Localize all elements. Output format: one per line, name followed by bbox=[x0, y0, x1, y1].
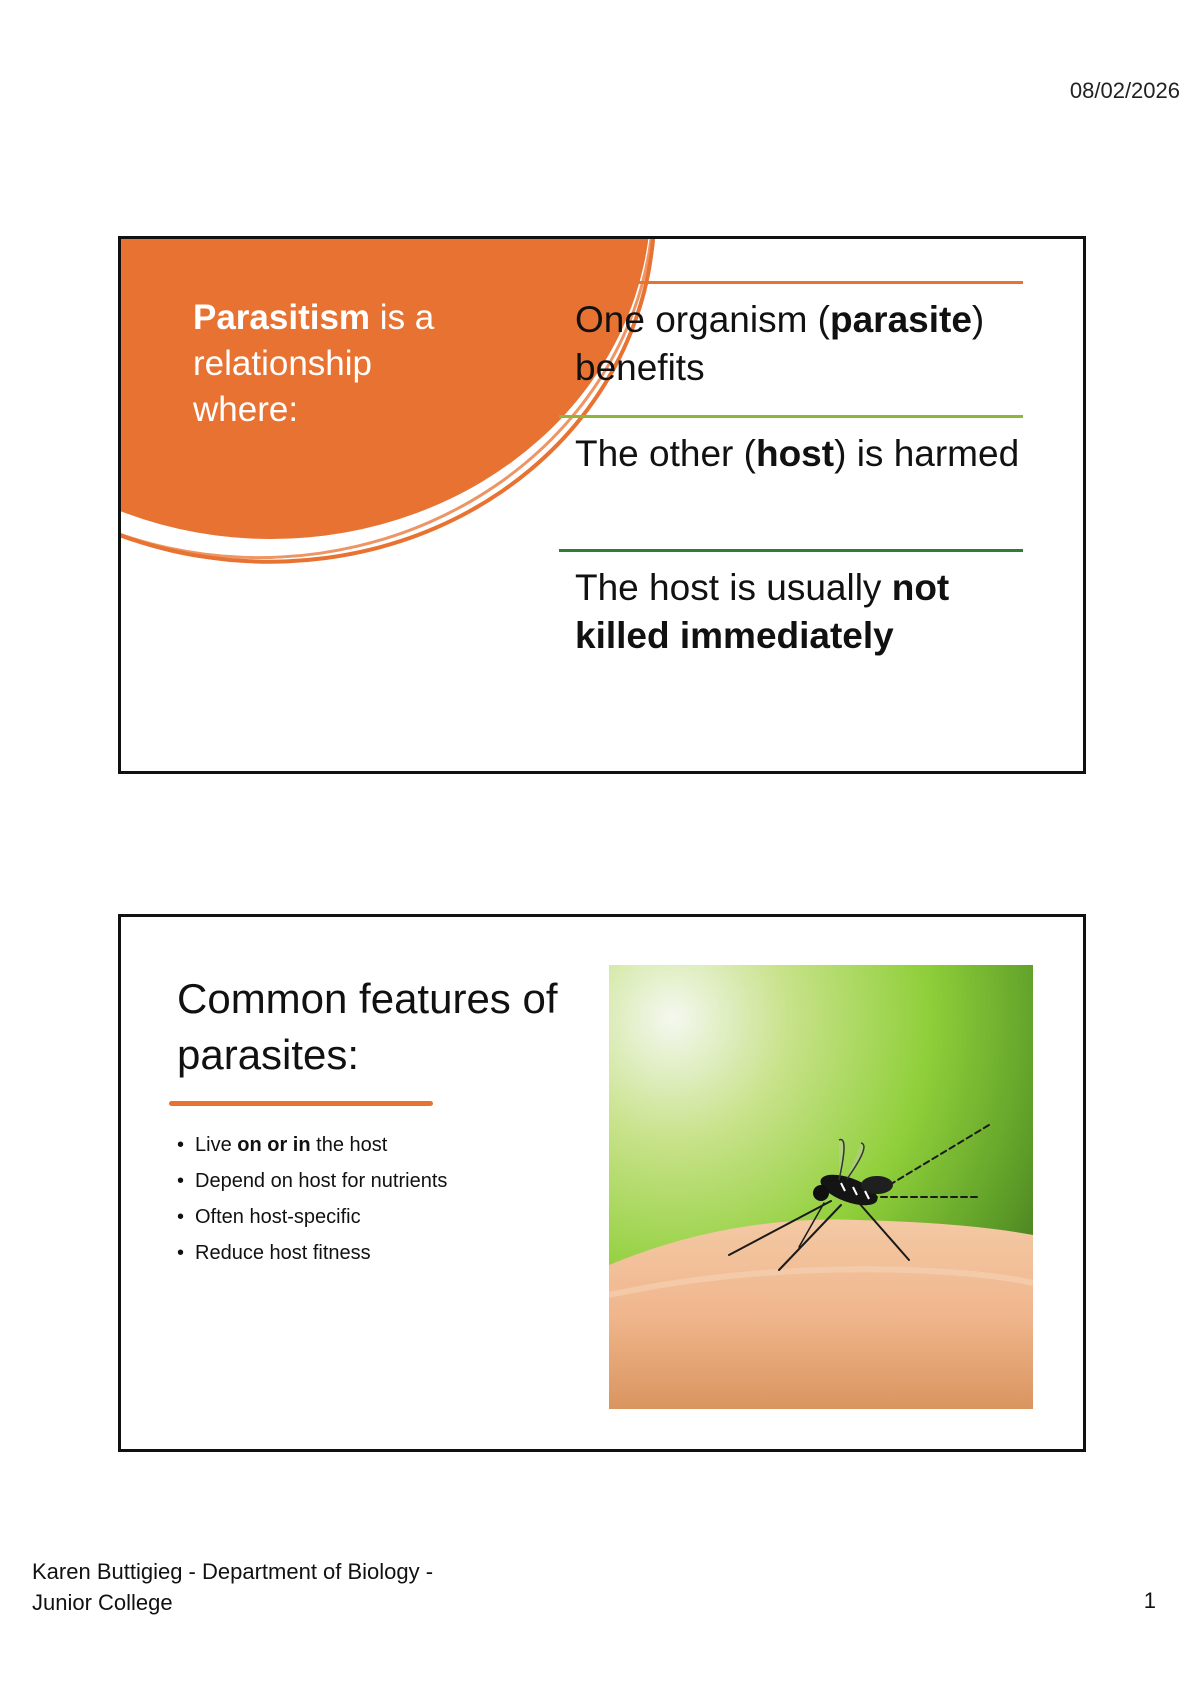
list-item: • Often host-specific bbox=[177, 1199, 447, 1235]
list-item: • Depend on host for nutrients bbox=[177, 1163, 447, 1199]
slide-parasite-features bbox=[118, 914, 1086, 1452]
lead-rest: is a relationship where: bbox=[193, 298, 435, 429]
point-1-bold: parasite bbox=[830, 299, 972, 340]
point-3-pre: The host is usually bbox=[575, 567, 892, 608]
bullet-1-bold: on or in bbox=[237, 1134, 311, 1156]
list-item bbox=[177, 1127, 447, 1163]
slide-title: Common features of parasites: bbox=[177, 975, 558, 1078]
lead-bold-term: Parasitism bbox=[193, 298, 371, 337]
point-1-post: ) benefits bbox=[575, 299, 985, 388]
point-2-bold: host bbox=[755, 433, 835, 474]
point-3-bold: not killed immediately bbox=[575, 567, 950, 656]
document-date: 08/02/2026 bbox=[1069, 78, 1180, 103]
page-number: 1 bbox=[1143, 1588, 1156, 1613]
point-2-post: ) is harmed bbox=[834, 433, 1020, 474]
definition-points bbox=[559, 281, 1023, 683]
point-1-pre: One organism ( bbox=[575, 299, 830, 340]
mosquito-photo bbox=[609, 965, 1033, 1409]
definition-point-3 bbox=[559, 549, 1023, 683]
title-underline bbox=[169, 1101, 433, 1106]
list-item: • Reduce host fitness bbox=[177, 1235, 447, 1271]
slide-parasitism-definition bbox=[118, 236, 1086, 774]
features-list bbox=[177, 1127, 447, 1271]
footer-author bbox=[32, 1556, 433, 1618]
bullet-1-post: the host bbox=[310, 1134, 388, 1156]
definition-lead-text bbox=[193, 295, 453, 433]
definition-point-1 bbox=[559, 281, 1023, 415]
point-2-pre: The other ( bbox=[575, 433, 756, 474]
definition-point-2 bbox=[559, 415, 1023, 549]
bullet-1-pre: Live bbox=[195, 1134, 238, 1156]
footer-line-2: Junior College bbox=[32, 1590, 173, 1615]
footer-line-1: Karen Buttigieg - Department of Biology - bbox=[32, 1559, 434, 1584]
